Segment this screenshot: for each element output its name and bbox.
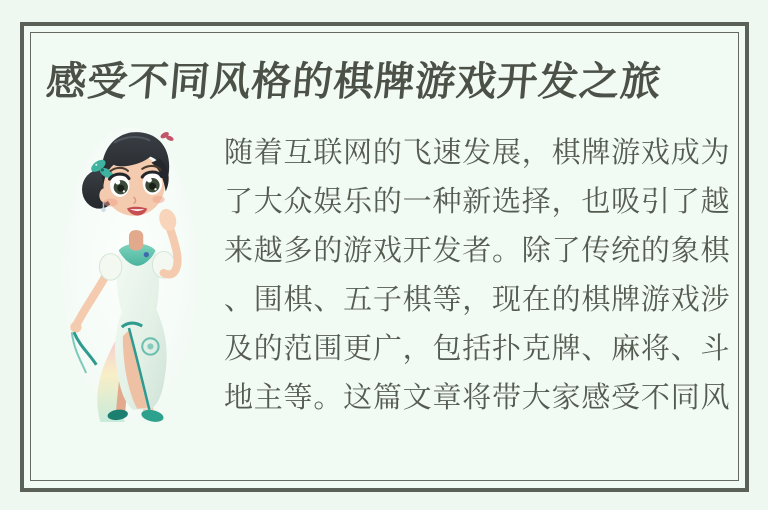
article-line-4: 、围棋、五子棋等，现在的棋牌游戏涉 [224,282,730,316]
extended-hand [70,321,81,332]
qipao-girl-svg [58,126,203,422]
article-line-6: 地主等。这篇文章将带大家感受不同风 [224,380,730,414]
neck [129,230,143,250]
left-sleeve [99,254,121,281]
article-line-2: 了大众娱乐的一种新选择，也吸引了越 [224,184,730,218]
article-line-5: 及的范围更广，包括扑克牌、麻将、斗 [224,331,730,365]
right-blush [152,196,164,203]
article-line-3: 来越多的游戏开发者。除了传统的象棋 [224,233,730,267]
frog-button [144,252,149,257]
earring-drop [101,207,105,211]
article-body [224,128,730,422]
page-title: 感受不同风格的棋牌游戏开发之旅 [44,59,664,105]
left-blush [103,198,117,206]
mini-butterfly-icon [159,131,174,142]
qipao-girl-illustration [58,126,203,422]
article-line-1: 随着互联网的飞速发展，棋牌游戏成为 [224,135,730,169]
floral-print-center [147,343,153,349]
